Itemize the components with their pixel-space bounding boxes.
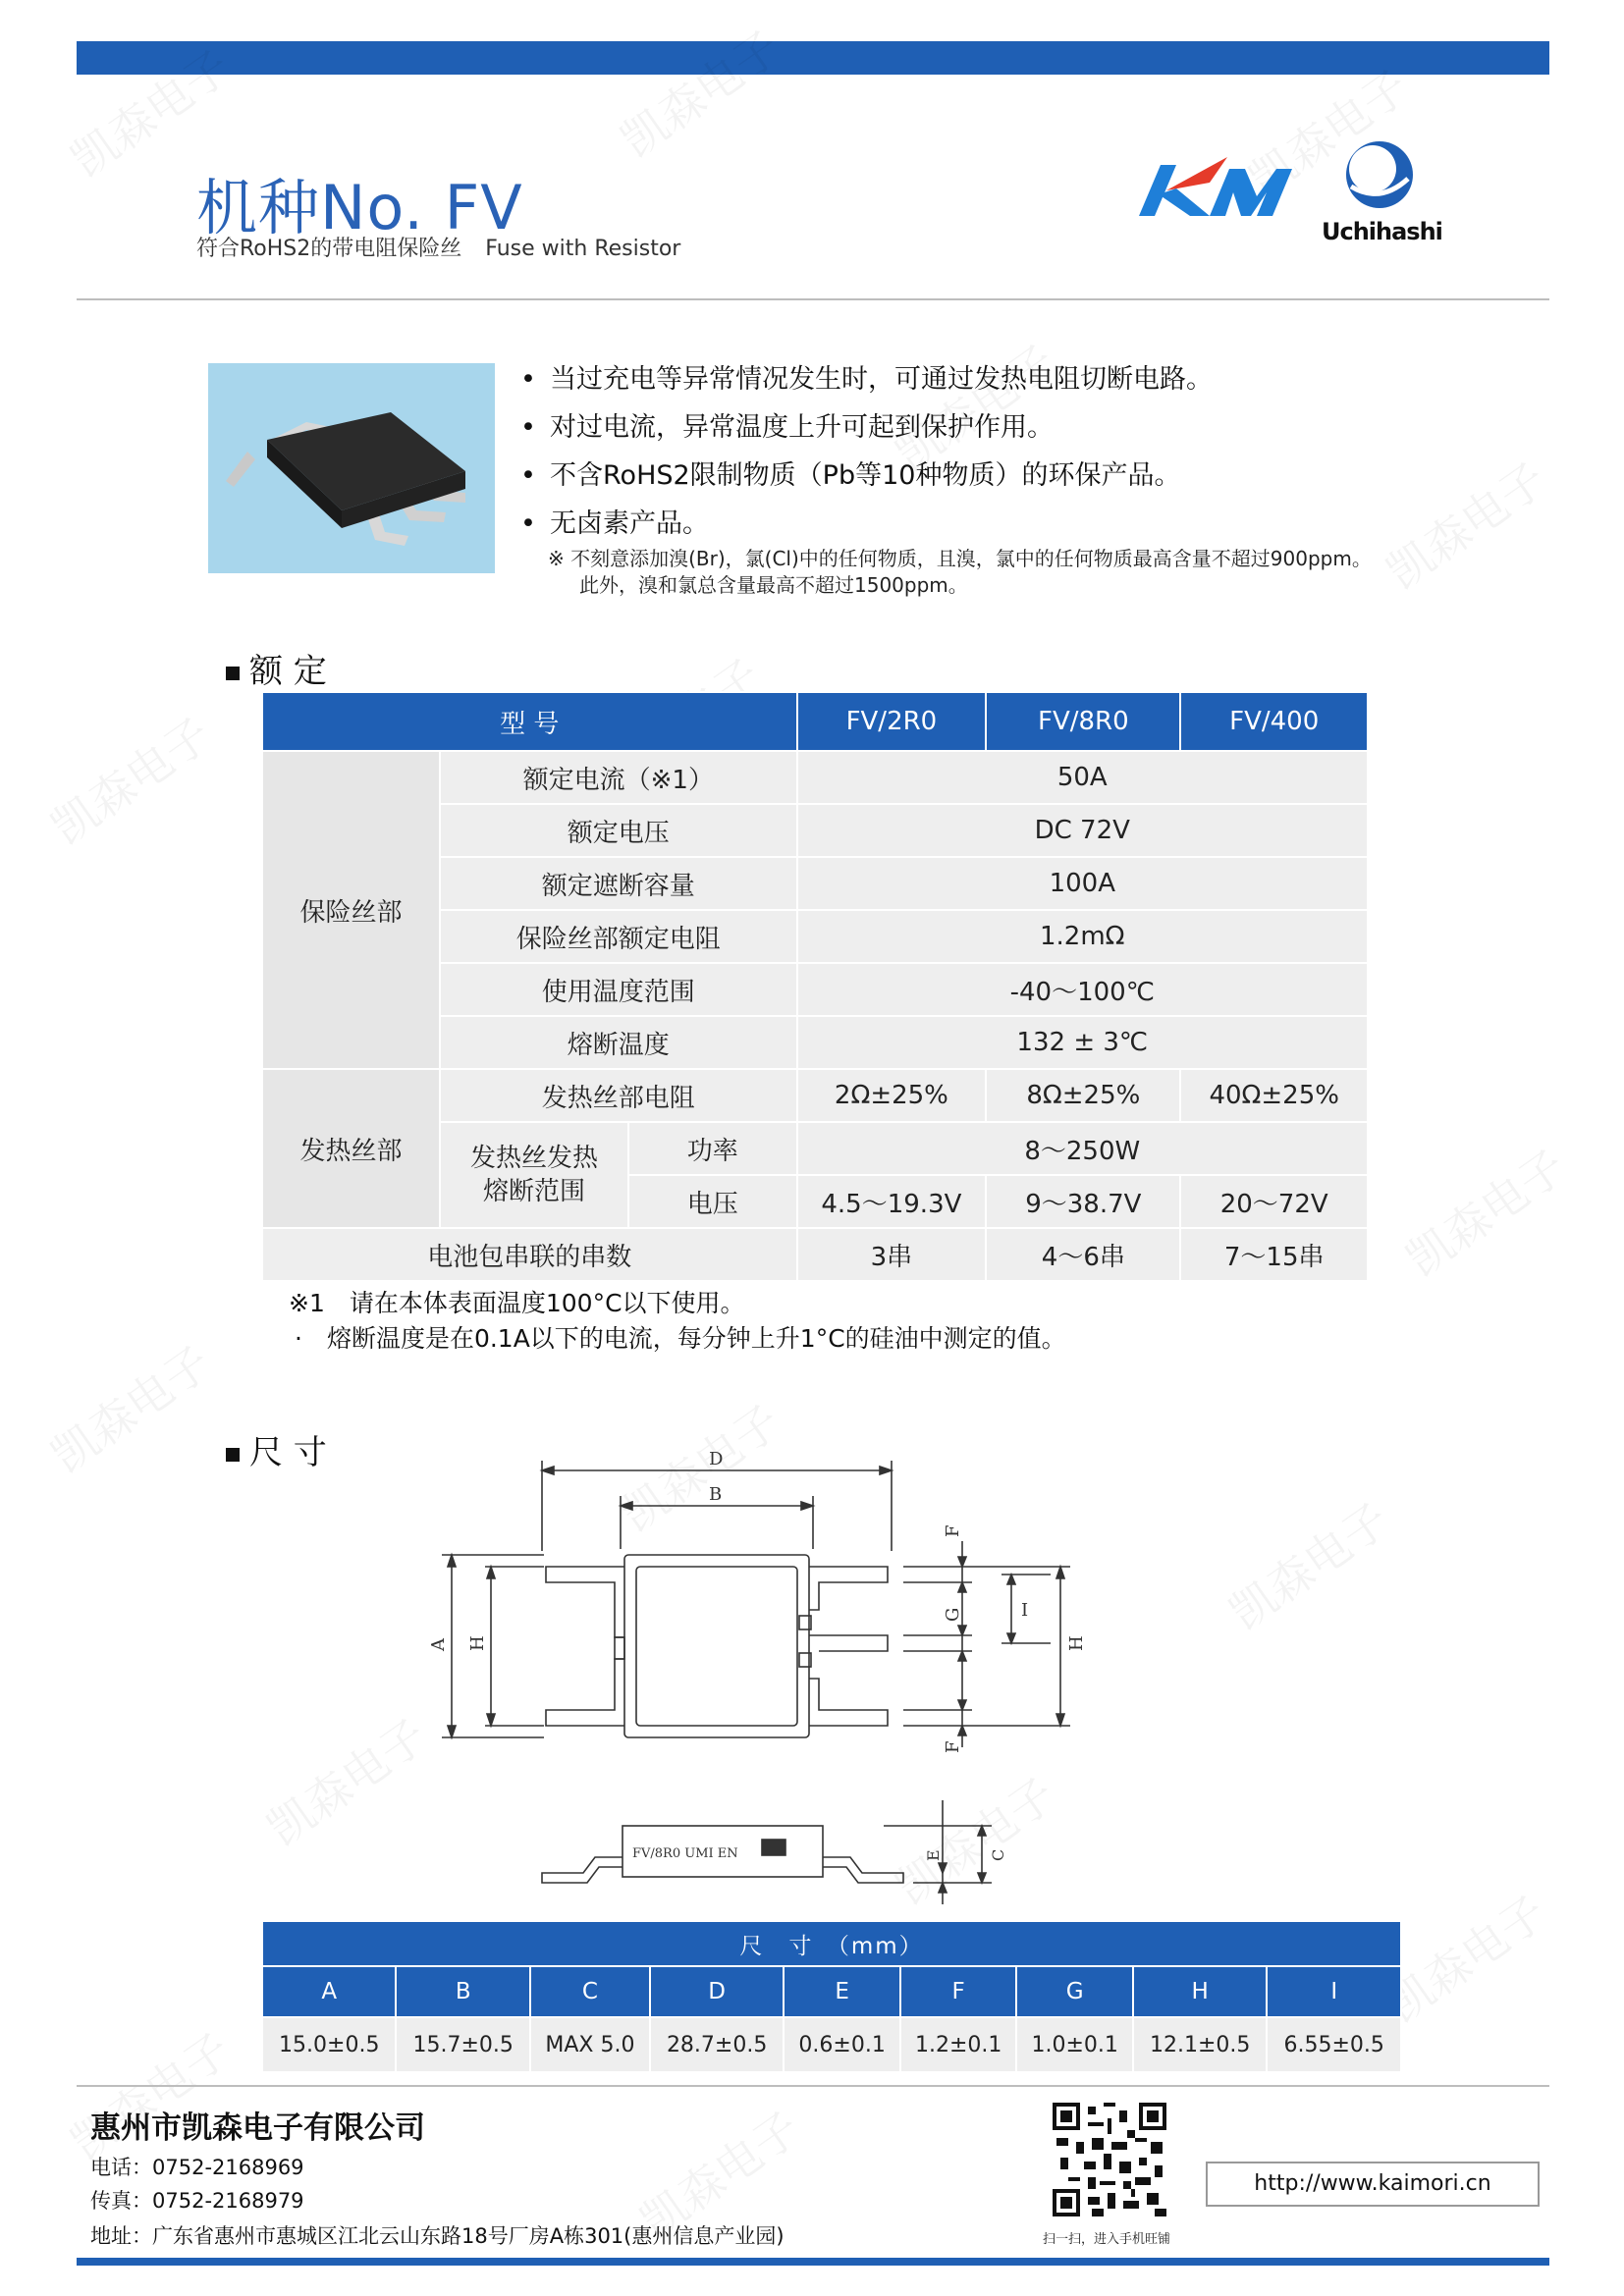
dim-col-header: E	[784, 1966, 900, 2017]
col-header-fv2r0: FV/2R0	[797, 692, 987, 751]
row-label: 额定电压	[440, 804, 797, 857]
uchihashi-emblem-icon	[1322, 135, 1437, 214]
table-row	[262, 692, 1368, 751]
feature-list	[520, 355, 1213, 548]
col-header-model: 型 号	[262, 692, 797, 751]
label-d: D	[709, 1449, 724, 1469]
header-divider	[77, 298, 1549, 300]
cell-value: 3串	[797, 1228, 987, 1281]
dimension-section-title: 尺 寸	[226, 1425, 327, 1473]
rating-table	[261, 691, 1369, 1282]
table-row	[262, 2017, 1401, 2072]
dim-col-header: A	[262, 1966, 396, 2017]
uchihashi-logo	[1322, 135, 1442, 245]
table-row	[262, 751, 1368, 804]
dim-col-header: B	[396, 1966, 529, 2017]
product-photo	[208, 363, 495, 573]
dim-value: 0.6±0.1	[784, 2017, 900, 2072]
subtitle-en: Fuse with Resistor	[485, 237, 681, 261]
heater-range-label: 发热丝发热 熔断范围	[440, 1122, 628, 1228]
label-e: E	[924, 1849, 943, 1861]
col-header-fv400: FV/400	[1180, 692, 1368, 751]
cell-value: 8～250W	[797, 1122, 1368, 1175]
dim-value: 28.7±0.5	[650, 2017, 784, 2072]
cell-value: 7～15串	[1180, 1228, 1368, 1281]
row-label: 电压	[628, 1175, 797, 1228]
qr-code-icon[interactable]	[1053, 2103, 1166, 2216]
company-fax: 传真：0752-2168979	[90, 2189, 304, 2213]
dim-col-header: D	[650, 1966, 784, 2017]
row-label: 电池包串联的串数	[262, 1228, 797, 1281]
square-bullet-icon	[226, 667, 240, 680]
table-row	[262, 1228, 1368, 1281]
label-b: B	[709, 1484, 723, 1505]
dim-col-header: F	[900, 1966, 1017, 2017]
label-marking: FV/8R0 UMI EN	[632, 1846, 738, 1861]
rating-section-title: 额 定	[226, 644, 327, 692]
cell-value: DC 72V	[797, 804, 1368, 857]
bottom-bar	[77, 2258, 1549, 2266]
table-row	[262, 1921, 1401, 1966]
row-label: 熔断温度	[440, 1016, 797, 1069]
dim-col-header: I	[1267, 1966, 1401, 2017]
row-label: 功率	[628, 1122, 797, 1175]
dim-col-header: G	[1016, 1966, 1133, 2017]
cell-value: 50A	[797, 751, 1368, 804]
label-i: I	[1021, 1600, 1029, 1621]
cell-value: 4.5～19.3V	[797, 1175, 987, 1228]
dim-value: 6.55±0.5	[1267, 2017, 1401, 2072]
company-name: 惠州市凯森电子有限公司	[90, 2110, 425, 2146]
heater-group-label: 发热丝部	[262, 1069, 440, 1228]
dim-value: 15.0±0.5	[262, 2017, 396, 2072]
footer-divider	[77, 2085, 1549, 2087]
cell-value: 132 ± 3℃	[797, 1016, 1368, 1069]
dim-col-header: C	[530, 1966, 650, 2017]
subtitle-cn: 符合RoHS2的带电阻保险丝	[196, 237, 462, 261]
fuse-image	[208, 363, 495, 573]
qr-caption: 扫一扫，进入手机旺铺	[1043, 2232, 1171, 2247]
label-a: A	[428, 1638, 449, 1651]
row-label: 使用温度范围	[440, 963, 797, 1016]
dim-value: 1.2±0.1	[900, 2017, 1017, 2072]
dim-col-header: H	[1133, 1966, 1267, 2017]
footnote-2: · 熔断温度是在0.1A以下的电流，每分钟上升1°C的硅油中测定的值。	[295, 1324, 1066, 1353]
table-row	[262, 1966, 1401, 2017]
cell-value: 2Ω±25%	[797, 1069, 987, 1122]
cell-value: 20～72V	[1180, 1175, 1368, 1228]
page-subtitle	[196, 232, 680, 262]
cell-value: 4～6串	[986, 1228, 1180, 1281]
dimension-table-title: 尺 寸 （mm）	[262, 1921, 1401, 1966]
label-f-bottom: F	[943, 1740, 963, 1753]
dim-value: 15.7±0.5	[396, 2017, 529, 2072]
square-bullet-icon	[226, 1448, 240, 1462]
dimension-drawing-side-view	[530, 1800, 1100, 1908]
cell-value: 8Ω±25%	[986, 1069, 1180, 1122]
cell-value: -40～100℃	[797, 963, 1368, 1016]
uchihashi-wordmark: Uchihashi	[1322, 218, 1442, 245]
feature-item: • 无卤素产品。	[520, 508, 709, 539]
feature-item: • 对过电流，异常温度上升可起到保护作用。	[520, 412, 1054, 443]
cell-value: 1.2mΩ	[797, 910, 1368, 963]
row-label: 额定遮断容量	[440, 857, 797, 910]
row-label: 保险丝部额定电阻	[440, 910, 797, 963]
halogen-note: ※ 不刻意添加溴(Br)，氯(Cl)中的任何物质，且溴，氯中的任何物质最高含量不超过900ppm。 此外，溴和氯总含量最高不超过1500ppm。	[548, 547, 1372, 597]
label-h-right: H	[1066, 1635, 1087, 1651]
company-address: 地址：广东省惠州市惠城区江北云山东路18号厂房A栋301(惠州信息产业园)	[90, 2224, 785, 2248]
label-c: C	[989, 1848, 1007, 1861]
feature-item: • 当过充电等异常情况发生时，可通过发热电阻切断电路。	[520, 364, 1213, 395]
website-link[interactable]: http://www.kaimori.cn	[1206, 2162, 1540, 2207]
row-label: 发热丝部电阻	[440, 1069, 797, 1122]
fuse-group-label: 保险丝部	[262, 751, 440, 1069]
dim-value: 1.0±0.1	[1016, 2017, 1133, 2072]
cell-value: 9～38.7V	[986, 1175, 1180, 1228]
top-bar	[77, 41, 1549, 75]
footnote-1: ※1 请在本体表面温度100°C以下使用。	[289, 1289, 745, 1317]
dimension-drawing-top-view	[422, 1443, 1110, 1757]
col-header-fv8r0: FV/8R0	[986, 692, 1180, 751]
table-row	[262, 1069, 1368, 1122]
label-h-left: H	[467, 1635, 488, 1651]
km-logo	[1119, 147, 1306, 226]
cell-value: 100A	[797, 857, 1368, 910]
company-tel: 电话：0752-2168969	[90, 2156, 304, 2179]
cell-value: 40Ω±25%	[1180, 1069, 1368, 1122]
feature-item: • 不含RoHS2限制物质（Pb等10种物质）的环保产品。	[520, 460, 1181, 491]
dim-value: 12.1±0.5	[1133, 2017, 1267, 2072]
dim-value: MAX 5.0	[530, 2017, 650, 2072]
page-title: 机种No. FV	[196, 172, 523, 243]
label-f-top: F	[943, 1524, 963, 1537]
row-label: 额定电流（※1）	[440, 751, 797, 804]
dimension-table	[261, 1920, 1402, 2073]
label-g: G	[943, 1607, 963, 1622]
